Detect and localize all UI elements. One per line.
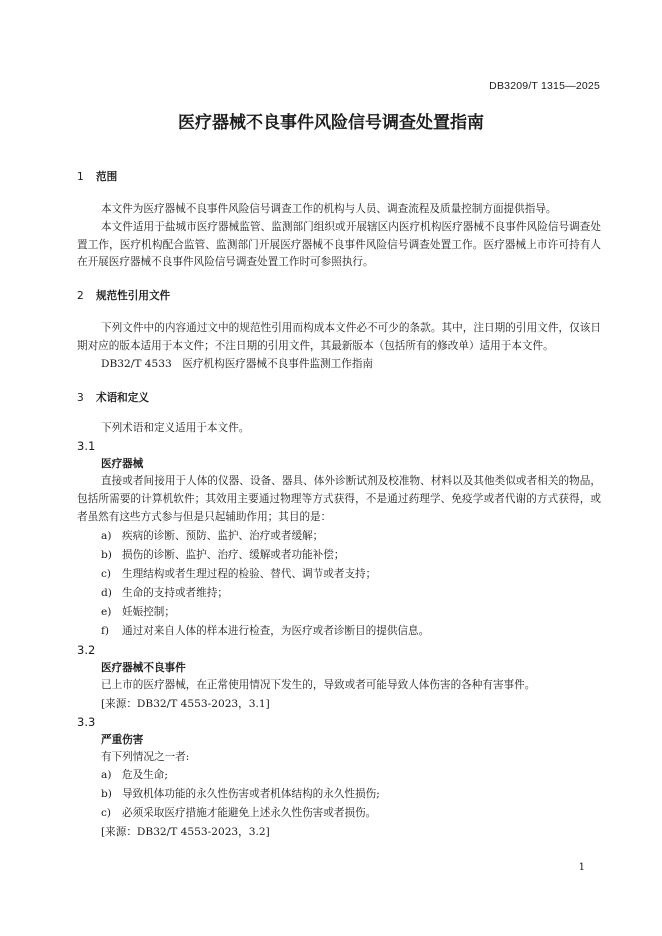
list-item	[77, 584, 601, 603]
section-2-heading	[77, 287, 601, 305]
list-marker: d)	[101, 586, 112, 599]
section-title: 规范性引用文件	[96, 290, 171, 303]
term-definition: 直接或者间接用于人体的仪器、设备、器具、体外诊断试剂及校准物、材料以及其他类似或者相关的物品，包括所需要的计算机软件；其效用主要通过物理等方式获得，不是通过药理学、免疫学或者代谢的方式获得，或者虽然有这些方式参与但是只起辅助作用；其目的是：	[77, 475, 601, 523]
list-marker: a)	[101, 529, 112, 542]
list-marker: c)	[101, 807, 112, 820]
paragraph: 下列术语和定义适用于本文件。	[101, 421, 250, 434]
list-text: 必须采取医疗措施才能避免上述永久性伤害或者损伤。	[122, 807, 377, 820]
term-name: 医疗器械	[101, 458, 144, 471]
list-marker: a)	[101, 769, 112, 782]
term-name: 医疗器械不良事件	[101, 661, 186, 674]
list-marker: e)	[101, 605, 112, 618]
term-definition: 已上市的医疗器械，在正常使用情况下发生的，导致或者可能导致人体伤害的各种有害事件。	[101, 678, 536, 691]
list-item	[77, 527, 601, 546]
page-number: 1	[578, 862, 585, 873]
list-marker: f)	[101, 624, 110, 637]
term-number: 3.1	[77, 439, 96, 454]
normative-reference: DB32/T 4533 医疗机构医疗器械不良事件监测工作指南	[101, 357, 374, 370]
section-number: 1	[77, 171, 84, 183]
section-number: 3	[77, 391, 84, 404]
list-item	[77, 766, 601, 785]
document-id: DB3209/T 1315—2025	[489, 80, 600, 92]
document-title: 医疗器械不良事件风险信号调查处置指南	[178, 113, 484, 133]
list-text: 危及生命;	[122, 769, 168, 782]
list-item	[77, 603, 601, 622]
list-text: 损伤的诊断、监护、治疗、缓解或者功能补偿；	[122, 548, 345, 561]
paragraph: 下列文件中的内容通过文中的规范性引用而构成本文件必不可少的条款。其中，注日期的引用文件，仅该日期对应的版本适用于本文件；不注日期的引用文件，其最新版本（包括所有的修改单）适用于本文件。	[77, 322, 601, 352]
term-source: [来源：DB32/T 4553-2023，3.2]	[101, 826, 270, 839]
section-number: 2	[77, 290, 84, 303]
list-marker: b)	[101, 788, 112, 801]
section-title: 范围	[96, 171, 118, 183]
paragraph: 本文件适用于盐城市医疗器械监管、监测部门组织或开展辖区内医疗机构医疗器械不良事件风险信号调查处置工作，医疗机构配合监管、监测部门开展医疗器械不良事件风险信号调查处置工作。医疗器械上市许可持有人在开展医疗器械不良事件风险信号调查处置工作时可参照执行。	[77, 220, 601, 269]
list-item	[77, 785, 601, 804]
list-marker: c)	[101, 567, 112, 580]
list-item	[77, 804, 601, 823]
list-marker: b)	[101, 548, 112, 561]
term-number: 3.2	[77, 642, 96, 657]
paragraph: 本文件为医疗器械不良事件风险信号调查工作的机构与人员、调查流程及质量控制方面提供指导。	[101, 203, 557, 215]
list-text: 导致机体功能的永久性伤害或者机体结构的永久性损伤;	[122, 788, 380, 801]
term-definition: 有下列情况之一者:	[101, 750, 190, 763]
section-title: 术语和定义	[96, 391, 149, 404]
list-item	[77, 565, 601, 584]
document-body	[77, 168, 601, 841]
term-number: 3.3	[77, 714, 96, 729]
list-text: 妊娠控制；	[122, 605, 175, 618]
section-1-heading	[77, 168, 601, 186]
list-text: 疾病的诊断、预防、监护、治疗或者缓解；	[122, 529, 324, 542]
list-item	[77, 622, 601, 641]
section-3-heading	[77, 389, 601, 407]
term-name: 严重伤害	[101, 733, 144, 746]
term-source: [来源：DB32/T 4553-2023，3.1]	[101, 697, 270, 710]
list-text: 生理结构或者生理过程的检验、替代、调节或者支持；	[122, 567, 377, 580]
list-text: 生命的支持或者维持；	[122, 586, 228, 599]
list-item	[77, 546, 601, 565]
list-text: 通过对来自人体的样本进行检查，为医疗或者诊断目的提供信息。	[122, 624, 430, 637]
